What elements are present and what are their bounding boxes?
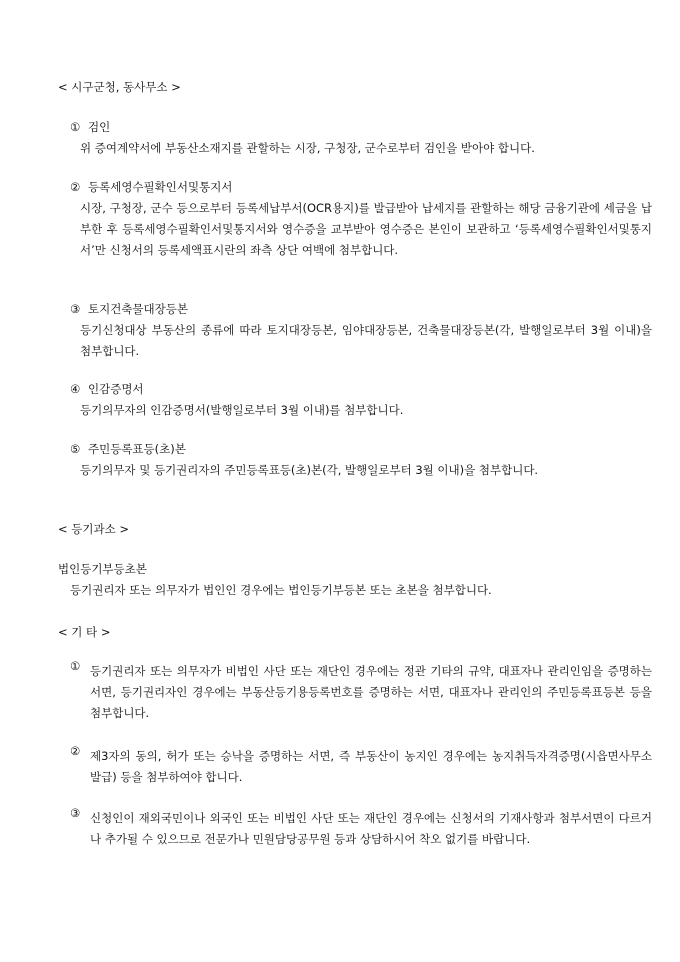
item-number: ① xyxy=(70,659,81,673)
section-heading-registry-office: < 등기과소 > xyxy=(58,522,130,536)
other-item-text: 제3자의 동의, 허가 또는 승낙을 증명하는 서면, 즉 부동산이 농지인 경우에는 농지취득자격증명(시읍면사무소 발급) 등을 첨부하여야 합니다. xyxy=(90,749,652,784)
item-body-registration-tax: 시장, 구청장, 군수 등으로부터 등록세납부서(OCR용지)를 발급받아 납세지를 관할하는 해당 금융기관에 세금을 납부한 후 등록세영수필확인서및통지서와 영수증을 교부받아 영수증은 본인이 보관하고 ‘등록세영수필확인서및통지서’만 신청서의 등록세액표시란의 좌측 상단 여백에 첨부합니다. xyxy=(80,201,652,257)
item-title-resident-registration xyxy=(70,444,186,456)
item-body-seal-certificate: 등기의무자의 인감증명서(발행일로부터 3월 이내)를 첨부합니다. xyxy=(80,403,404,417)
corporate-registry-title: 법인등기부등초본 xyxy=(58,562,147,576)
item-title-text: 검인 xyxy=(88,120,111,134)
item-number: ② xyxy=(70,744,81,758)
item-title-registration-tax xyxy=(70,182,232,194)
other-item-text: 등기권리자 또는 의무자가 비법인 사단 또는 재단인 경우에는 정관 기타의 규약, 대표자나 관리인임을 증명하는 서면, 등기권리자인 경우에는 부동산등기용등록번호를 증명하는 서면, 대표자나 관리인의 주민등록표등본 등을 첨부합니다. xyxy=(90,664,652,720)
other-item-3 xyxy=(70,808,652,850)
item-body-resident-registration: 등기의무자 및 등기권리자의 주민등록표등(초)본(각, 발행일로부터 3월 이내)을 첨부합니다. xyxy=(80,463,539,477)
item-title-text: 등록세영수필확인서및통지서 xyxy=(88,180,233,194)
other-item-2 xyxy=(70,746,652,788)
item-number: ⑤ xyxy=(70,442,81,456)
section-heading-city-office: < 시구군청, 동사무소 > xyxy=(58,80,181,94)
item-body-building-register: 등기신청대상 부동산의 종류에 따라 토지대장등본, 임야대장등본, 건축물대장등본(각, 발행일로부터 3월 이내)을 첨부합니다. xyxy=(80,323,652,358)
other-item-1 xyxy=(70,661,652,724)
section-heading-other: < 기 타 > xyxy=(58,625,111,639)
item-body-inspection: 위 증여계약서에 부동산소재지를 관할하는 시장, 구청장, 군수로부터 검인을 받아야 합니다. xyxy=(80,141,535,155)
item-title-text: 인감증명서 xyxy=(88,382,144,396)
item-title-building-register xyxy=(70,304,188,316)
item-number: ② xyxy=(70,180,81,194)
item-number: ① xyxy=(70,120,81,134)
item-number: ③ xyxy=(70,806,81,820)
other-item-text: 신청인이 재외국민이나 외국인 또는 비법인 사단 또는 재단인 경우에는 신청서의 기재사항과 첨부서면이 다르거나 추가될 수 있으므로 전문가나 민원담당공무원 등과 상담하시어 착오 없기를 바랍니다. xyxy=(90,811,652,846)
corporate-registry-body: 등기권리자 또는 의무자가 법인인 경우에는 법인등기부등본 또는 초본을 첨부합니다. xyxy=(70,583,492,597)
item-number: ④ xyxy=(70,382,81,396)
item-title-seal-certificate xyxy=(70,384,144,396)
item-number: ③ xyxy=(70,302,81,316)
item-title-text: 주민등록표등(초)본 xyxy=(88,442,186,456)
item-title-inspection xyxy=(70,122,110,134)
item-title-text: 토지건축물대장등본 xyxy=(88,302,188,316)
